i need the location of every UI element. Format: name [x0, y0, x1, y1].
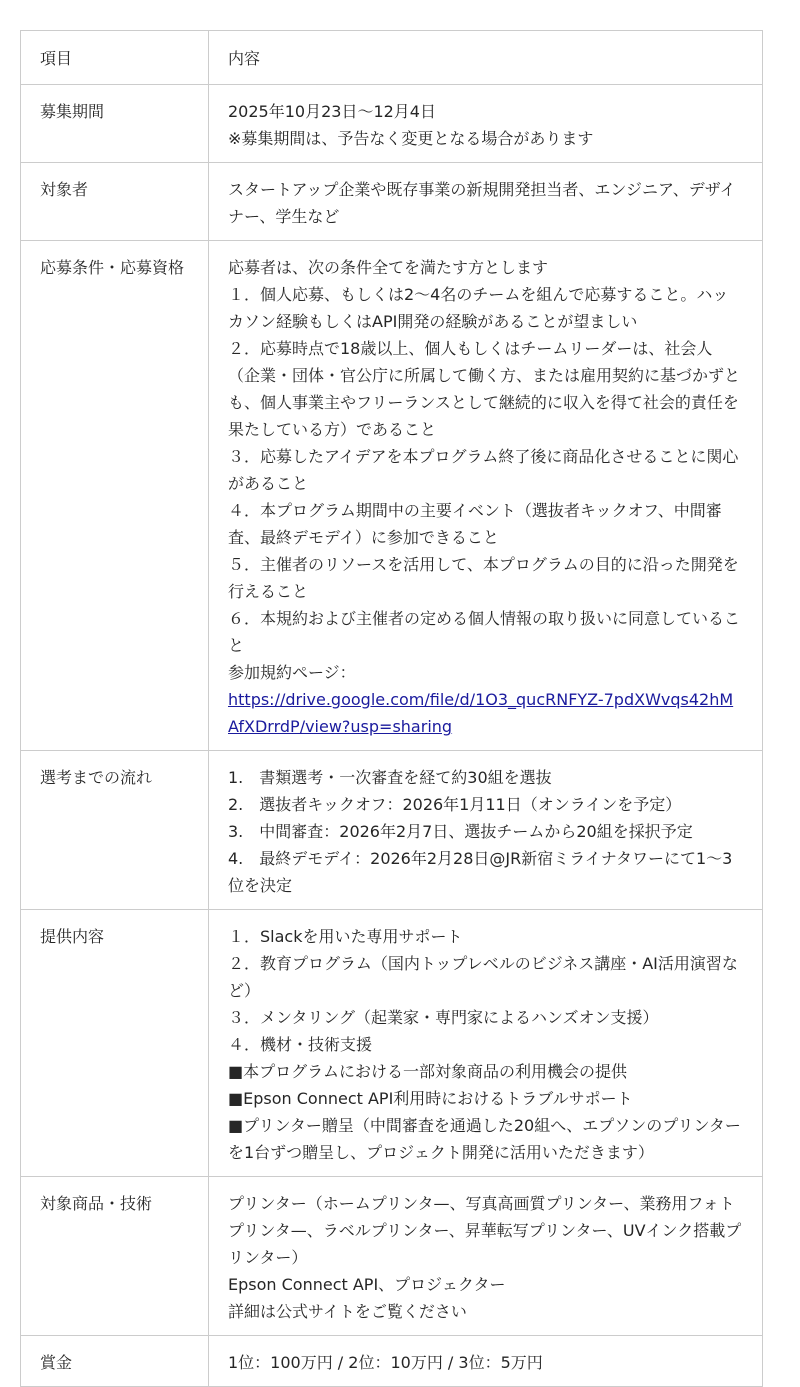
row-content: [209, 85, 763, 163]
content-line: 1位：100万円 / 2位：10万円 / 3位：5万円: [228, 1353, 543, 1372]
terms-page-link[interactable]: https://drive.google.com/file/d/1O3_qucRNFYZ-7pdXWvqs42hMAfXDrrdP/view?usp=sharing: [228, 690, 734, 736]
content-line: 詳細は公式サイトをご覧ください: [228, 1302, 467, 1321]
content-line: １．Slackを用いた専用サポート: [228, 927, 463, 946]
content-line: ３．メンタリング（起業家・専門家によるハンズオン支援）: [228, 1008, 659, 1027]
content-line: 1. 書類選考・一次審査を経て約30組を選抜: [228, 768, 552, 787]
content-line: 3. 中間審査：2026年2月7日、選抜チームから20組を採択予定: [228, 822, 693, 841]
content-line: ６．本規約および主催者の定める個人情報の取り扱いに同意していること: [228, 609, 741, 655]
content-line: 2025年10月23日～12月4日: [228, 102, 436, 121]
table-row: [21, 1177, 763, 1336]
content-line: ■Epson Connect API利用時におけるトラブルサポート: [228, 1089, 633, 1108]
table-row: [21, 910, 763, 1177]
row-content: [209, 241, 763, 751]
row-label: 対象者: [21, 163, 209, 241]
table-row: [21, 1336, 763, 1387]
row-content: [209, 163, 763, 241]
content-line: １．個人応募、もしくは2～4名のチームを組んで応募すること。ハッカソン経験もしくはAPI開発の経験があることが望ましい: [228, 285, 729, 331]
content-line: スタートアップ企業や既存事業の新規開発担当者、エンジニア、デザイナー、学生など: [228, 180, 736, 226]
content-line: 2. 選抜者キックオフ：2026年1月11日（オンラインを予定）: [228, 795, 682, 814]
header-cell-item: 項目: [21, 31, 209, 85]
content-line: 参加規約ページ：: [228, 663, 356, 682]
content-line: 応募者は、次の条件全てを満たす方とします: [228, 258, 549, 277]
row-content: [209, 751, 763, 910]
content-line: ５．主催者のリソースを活用して、本プログラムの目的に沿った開発を行えること: [228, 555, 739, 601]
row-label: 賞金: [21, 1336, 209, 1387]
row-label: 対象商品・技術: [21, 1177, 209, 1336]
table-row: [21, 751, 763, 910]
content-line: プリンター（ホームプリンタ—、写真高画質プリンター、業務用フォトプリンタ—、ラベルプリンター、昇華転写プリンター、UVインク搭載プリンター）: [228, 1194, 742, 1267]
row-label: 募集期間: [21, 85, 209, 163]
table-body: [21, 31, 763, 1387]
content-line: ■本プログラムにおける一部対象商品の利用機会の提供: [228, 1062, 627, 1081]
row-content: [209, 1336, 763, 1387]
content-line: ３．応募したアイデアを本プログラム終了後に商品化させることに関心があること: [228, 447, 739, 493]
content-line: ４．本プログラム期間中の主要イベント（選抜者キックオフ、中間審査、最終デモデイ）に参加できること: [228, 501, 722, 547]
row-label: 提供内容: [21, 910, 209, 1177]
program-details-page: [20, 30, 763, 1387]
content-line: ２．応募時点で18歳以上、個人もしくはチームリーダーは、社会人（企業・団体・官公庁に所属して働く方、または雇用契約に基づかずとも、個人事業主やフリーランスとして継続的に収入を得て社会的責任を果たしている方）であること: [228, 339, 741, 439]
content-line: ２．教育プログラム（国内トップレベルのビジネス講座・AI活用演習など）: [228, 954, 738, 1000]
row-label: 選考までの流れ: [21, 751, 209, 910]
content-line: 4. 最終デモデイ：2026年2月28日@JR新宿ミライナタワーにて1～3位を決定: [228, 849, 733, 895]
header-cell-content: 内容: [209, 31, 763, 85]
content-line: ※募集期間は、予告なく変更となる場合があります: [228, 129, 594, 148]
row-label: 応募条件・応募資格: [21, 241, 209, 751]
row-content: [209, 910, 763, 1177]
content-line: ４．機材・技術支援: [228, 1035, 373, 1054]
content-line: ■プリンター贈呈（中間審査を通過した20組へ、エプソンのプリンターを1台ずつ贈呈し、プロジェクト開発に活用いただきます）: [228, 1116, 741, 1162]
table-row: [21, 241, 763, 751]
table-header-row: [21, 31, 763, 85]
content-line: Epson Connect API、プロジェクター: [228, 1275, 506, 1294]
table-row: [21, 163, 763, 241]
table-row: [21, 85, 763, 163]
row-content: [209, 1177, 763, 1336]
program-details-table: [20, 30, 763, 1387]
